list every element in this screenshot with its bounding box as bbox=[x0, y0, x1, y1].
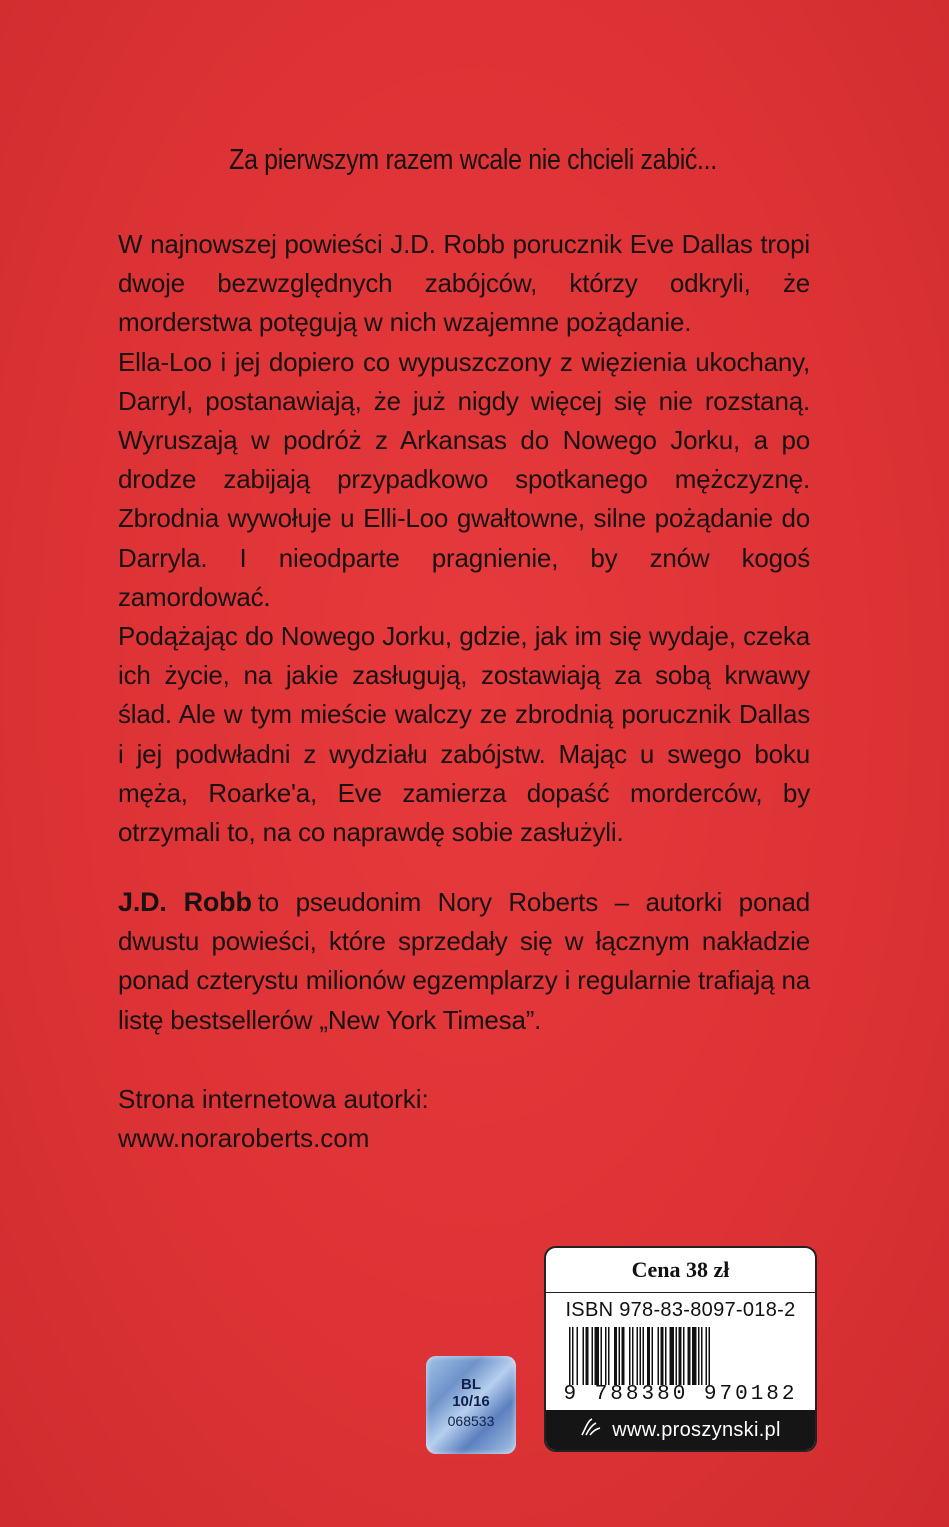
barcode-bar bbox=[618, 1327, 620, 1385]
barcode bbox=[561, 1327, 801, 1385]
barcode-bar bbox=[698, 1327, 700, 1385]
barcode-bar bbox=[675, 1327, 677, 1385]
publisher-logo-icon bbox=[580, 1411, 602, 1451]
isbn: ISBN 978-83-8097-018-2 bbox=[565, 1299, 796, 1321]
barcode-bar bbox=[605, 1327, 607, 1385]
website-url: www.noraroberts.com bbox=[118, 1123, 370, 1154]
author-bio bbox=[118, 883, 810, 1040]
price-label bbox=[544, 1246, 817, 1452]
website-label: Strona internetowa autorki: bbox=[118, 1084, 429, 1114]
barcode-bar bbox=[657, 1327, 659, 1385]
blurb-paragraph: Ella-Loo i jej dopiero co wypuszczony z więzienia ukochany, Darryl, postanawiają, że już nigdy więcej się nie rozstaną. Wyruszają w podróż z Arkansas do Nowego Jorku, a po drodze zabijają przypadkowo spotkanego mężczyznę. Zbrodnia wywołuje u Elli-Loo gwałtowne, silne pożądanie do Darryla. I nieodparte pragnienie, by znów kogoś zamordować. bbox=[118, 346, 810, 612]
barcode-bar bbox=[614, 1327, 617, 1385]
tagline: Za pierwszym razem wcale nie chcieli zabić... bbox=[229, 144, 717, 176]
barcode-bar bbox=[678, 1327, 681, 1385]
barcode-bar bbox=[660, 1327, 663, 1385]
barcode-bar bbox=[647, 1327, 650, 1385]
author-bio-text: to pseudonim Nory Roberts – autorki ponad dwustu powieści, które sprzedały się w łącznym nakładzie ponad czterystu milionów egzemplarzy i regularnie trafiają na listę bestsellerów „New York Timesa”. bbox=[118, 887, 810, 1035]
barcode-bar bbox=[692, 1327, 697, 1385]
ean-number: 9 788380 970182 bbox=[563, 1383, 798, 1406]
barcode-bar bbox=[585, 1327, 588, 1385]
barcode-bar bbox=[642, 1327, 644, 1385]
barcode-bar bbox=[594, 1327, 599, 1385]
barcode-bar bbox=[608, 1327, 610, 1385]
barcode-bar bbox=[651, 1327, 653, 1385]
barcode-bar bbox=[705, 1327, 707, 1385]
barcode-bar bbox=[669, 1327, 674, 1385]
blurb-paragraph: Podążając do Nowego Jorku, gdzie, jak im się wydaje, czeka ich życie, na jakie zasługują, zostawiają za sobą krwawy ślad. Ale w tym mieście walczy ze zbrodnią porucznik Dallas i jej podwładni z wydziału zabójstw. Mając u swego boku męża, Roarke'a, Eve zamierza dopaść morderców, by otrzymali to, na co naprawdę sobie zasłużyli. bbox=[118, 621, 810, 848]
author-name: J.D. Robb bbox=[118, 887, 252, 917]
author-website bbox=[118, 1080, 810, 1158]
publisher-bar bbox=[546, 1410, 815, 1450]
barcode-bar bbox=[572, 1327, 574, 1385]
barcode-bar bbox=[621, 1327, 624, 1385]
barcode-bar bbox=[708, 1327, 710, 1385]
barcode-bar bbox=[591, 1327, 593, 1385]
barcode-bar bbox=[683, 1327, 685, 1385]
barcode-bar bbox=[629, 1327, 631, 1385]
barcode-bar bbox=[600, 1327, 602, 1385]
price: Cena 38 zł bbox=[546, 1248, 815, 1293]
barcode-bar bbox=[636, 1327, 638, 1385]
hologram-line: 10/16 bbox=[452, 1393, 490, 1410]
publisher-url: www.proszynski.pl bbox=[612, 1419, 781, 1441]
blurb-paragraph: W najnowszej powieści J.D. Robb porucznik Eve Dallas tropi dwoje bezwzględnych zabójców, którzy odkryli, że morderstwa potęgują w nich wzajemne pożądanie. bbox=[118, 229, 810, 338]
blurb bbox=[118, 225, 810, 852]
barcode-bar bbox=[687, 1327, 690, 1385]
hologram-line: BL bbox=[461, 1376, 481, 1393]
barcode-bar bbox=[701, 1327, 703, 1385]
barcode-bar bbox=[639, 1327, 641, 1385]
barcode-bar bbox=[576, 1327, 578, 1385]
barcode-bar bbox=[665, 1327, 667, 1385]
hologram-sticker bbox=[426, 1356, 516, 1454]
barcode-bar bbox=[632, 1327, 634, 1385]
hologram-line: 068533 bbox=[447, 1413, 495, 1429]
barcode-bar bbox=[569, 1327, 571, 1385]
barcode-bar bbox=[582, 1327, 584, 1385]
